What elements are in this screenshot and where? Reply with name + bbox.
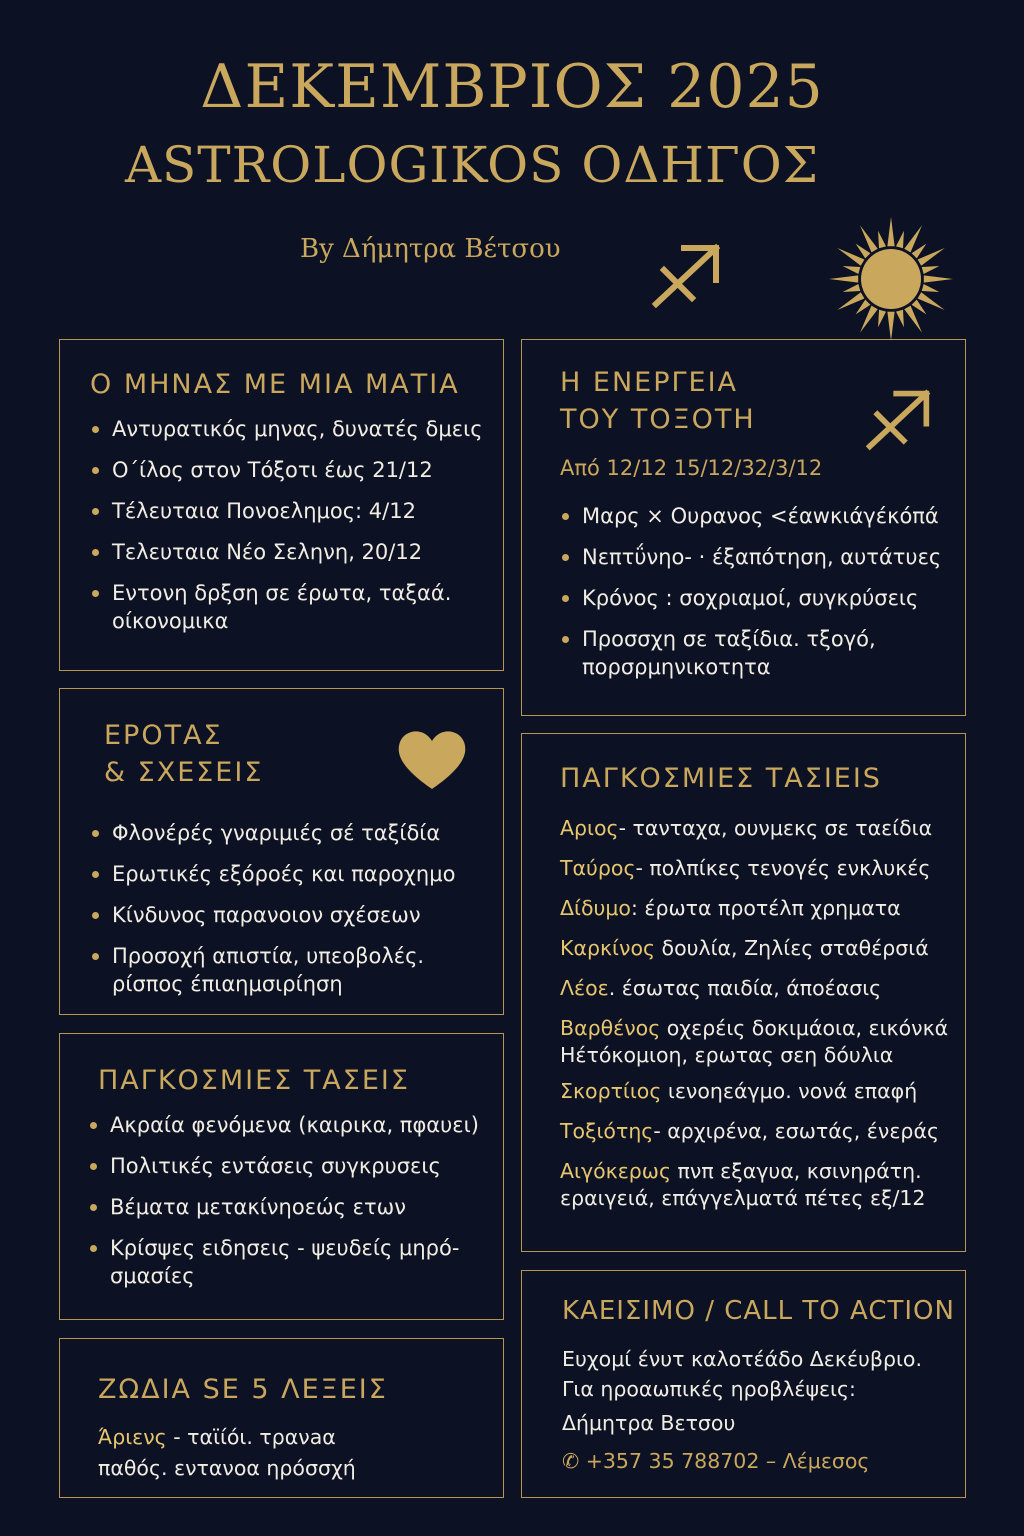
list-item: Προσσχη σε ταξίδια. τξογό, πορσρμηνικοτητα (560, 625, 951, 681)
phone-number[interactable]: +357 35 788702 – Λέμεσος (585, 1449, 870, 1473)
list-item: Προσοχή απιστία, υπεοβολές. ρίσπος έπιαημσιρίηση (90, 942, 485, 998)
sagittarius-icon (864, 386, 934, 452)
list-item: Πολιτικές εντάσεις συγκρυσεις (88, 1152, 485, 1180)
list-item: Κρίσψες ειδησεις - ψευδείς μηρό-σμασίες (88, 1234, 485, 1290)
cta-name: Δήμητρα Βετσου (562, 1411, 736, 1435)
signs-five-words-panel (59, 1338, 504, 1498)
sign-trends-title: ΠΑΓΚΟΣΜΙΕΣ ΤΑΣΙΕΙS (560, 763, 882, 794)
sign-row: Καρκίνος δουλία, Ζηλίες σταθέρσιά (560, 936, 929, 960)
sign-row: Αιγόκερως πνπ εξαγυα, κσινηράτη. εραιγειά, επάγγελματά πέτες εξ/12 (560, 1159, 926, 1210)
list-item: Κρόνος : σοχριαμοί, συγκρύσεις (560, 584, 951, 612)
list-item: Εντονη δρξση σε έρωτα, ταξαά. οίκονομικα (90, 579, 485, 635)
page-subtitle: ASTROLOGIKOS ΟΔΗΓΟΣ (124, 136, 820, 194)
love-panel (59, 688, 504, 1015)
heart-icon (396, 727, 468, 791)
energy-dates: Από 12/12 15/12/32/3/12 (560, 456, 823, 480)
sign-row: Ταύρος- πολπίκες τενογές ενκλυκές (560, 856, 931, 880)
cta-phone-line[interactable] (562, 1446, 955, 1476)
cta-title: ΚΑΕΙΣΙΜΟ / CALL TO ACTION (562, 1296, 955, 1326)
signs-five-words-title: ΖΩΔΙΑ SE 5 ΛΕΞΕΙΣ (98, 1374, 388, 1405)
byline: By Δήμητρα Βέτσου (300, 234, 561, 264)
list-item: Μαρς × Ουρανος <έαwκιάγέκόπά (560, 502, 951, 530)
sign-row: Τοξιότης- αρχιρένα, εσωτάς, ένεράς (560, 1119, 939, 1143)
sign-trends-panel (521, 733, 966, 1252)
love-title-line2: & ΣΧΕΣΕΙΣ (104, 757, 264, 788)
cta-line1: Ευχομί ένυτ καλοτέάδο Δεκέυβριο. (562, 1347, 922, 1371)
energy-title-line2: ΤΟΥ ΤΟΞΟΤΗ (560, 404, 756, 435)
month-glance-title: Ο ΜΗΝΑΣ ΜΕ ΜΙΑ ΜΑΤΙΑ (90, 369, 460, 400)
list-item: Τελευταια Νέο Σεληνη, 20/12 (90, 538, 485, 566)
cta-line2: Για ηροαωπικές ηροβλέψεις: (562, 1377, 856, 1401)
sun-icon (826, 214, 956, 344)
energy-title-line1: Η ΕΝΕΡΓΕΙΑ (560, 367, 739, 398)
love-title-line1: ΕΡΟΤΑΣ (104, 720, 223, 751)
list-item: Νεπτΰνηο- · έξαπότηση, αυτάτυες (560, 543, 951, 571)
sagittarius-icon (650, 240, 724, 310)
list-item: Φλονέρές γναριμιές σέ ταξίδία (90, 819, 485, 847)
cta-panel (521, 1270, 966, 1498)
global-trends-title: ΠΑΓΚΟΣΜΙΕΣ ΤΑΣΕΙΣ (98, 1065, 410, 1096)
sign-summary: Άριενς - ταϊίόι. τρανaα παθός. εντανοα ηρόσσχή (98, 1425, 356, 1480)
sign-row: Λέοε. έσωτας παιδία, άποέασις (560, 976, 882, 1000)
list-item: Βέματα μετακίνηοεώς ετων (88, 1193, 485, 1221)
page-title: ΔΕΚΕΜΒΡΙΟΣ 2025 (200, 52, 824, 122)
sign-row: Σκορτίιος ιενοηεάγμο. νονά επαφή (560, 1079, 918, 1103)
sign-row: Δίδυμο: έρωτα προτέλπ χρηματα (560, 896, 901, 920)
sagittarius-energy-panel (521, 339, 966, 716)
sign-row: Αριος- τανταχα, ουνμεκς σε ταείδια (560, 816, 933, 840)
global-trends-panel (59, 1033, 504, 1320)
list-item: Ακραία φενόμενα (καιρικα, πφαυει) (88, 1111, 485, 1139)
list-item: Ο΄ίλος στον Τόξοτι έως 21/12 (90, 456, 485, 484)
list-item: Αντυρατικός μηνας, δυνατές δμεις (90, 415, 485, 443)
sign-row: Βαρθένος οχερέις δοκιμάοια, εικόνκά Ηέτόκομιοη, ερωτας σεη δόυλια (560, 1016, 949, 1067)
phone-icon: ✆ (562, 1449, 586, 1473)
list-item: Ερωτικές εξόροές και παροχημο (90, 860, 485, 888)
list-item: Κίνδυνος παρανοιον σχέσεων (90, 901, 485, 929)
month-glance-panel (59, 339, 504, 671)
list-item: Τέλευταια Πονοελημος: 4/12 (90, 497, 485, 525)
